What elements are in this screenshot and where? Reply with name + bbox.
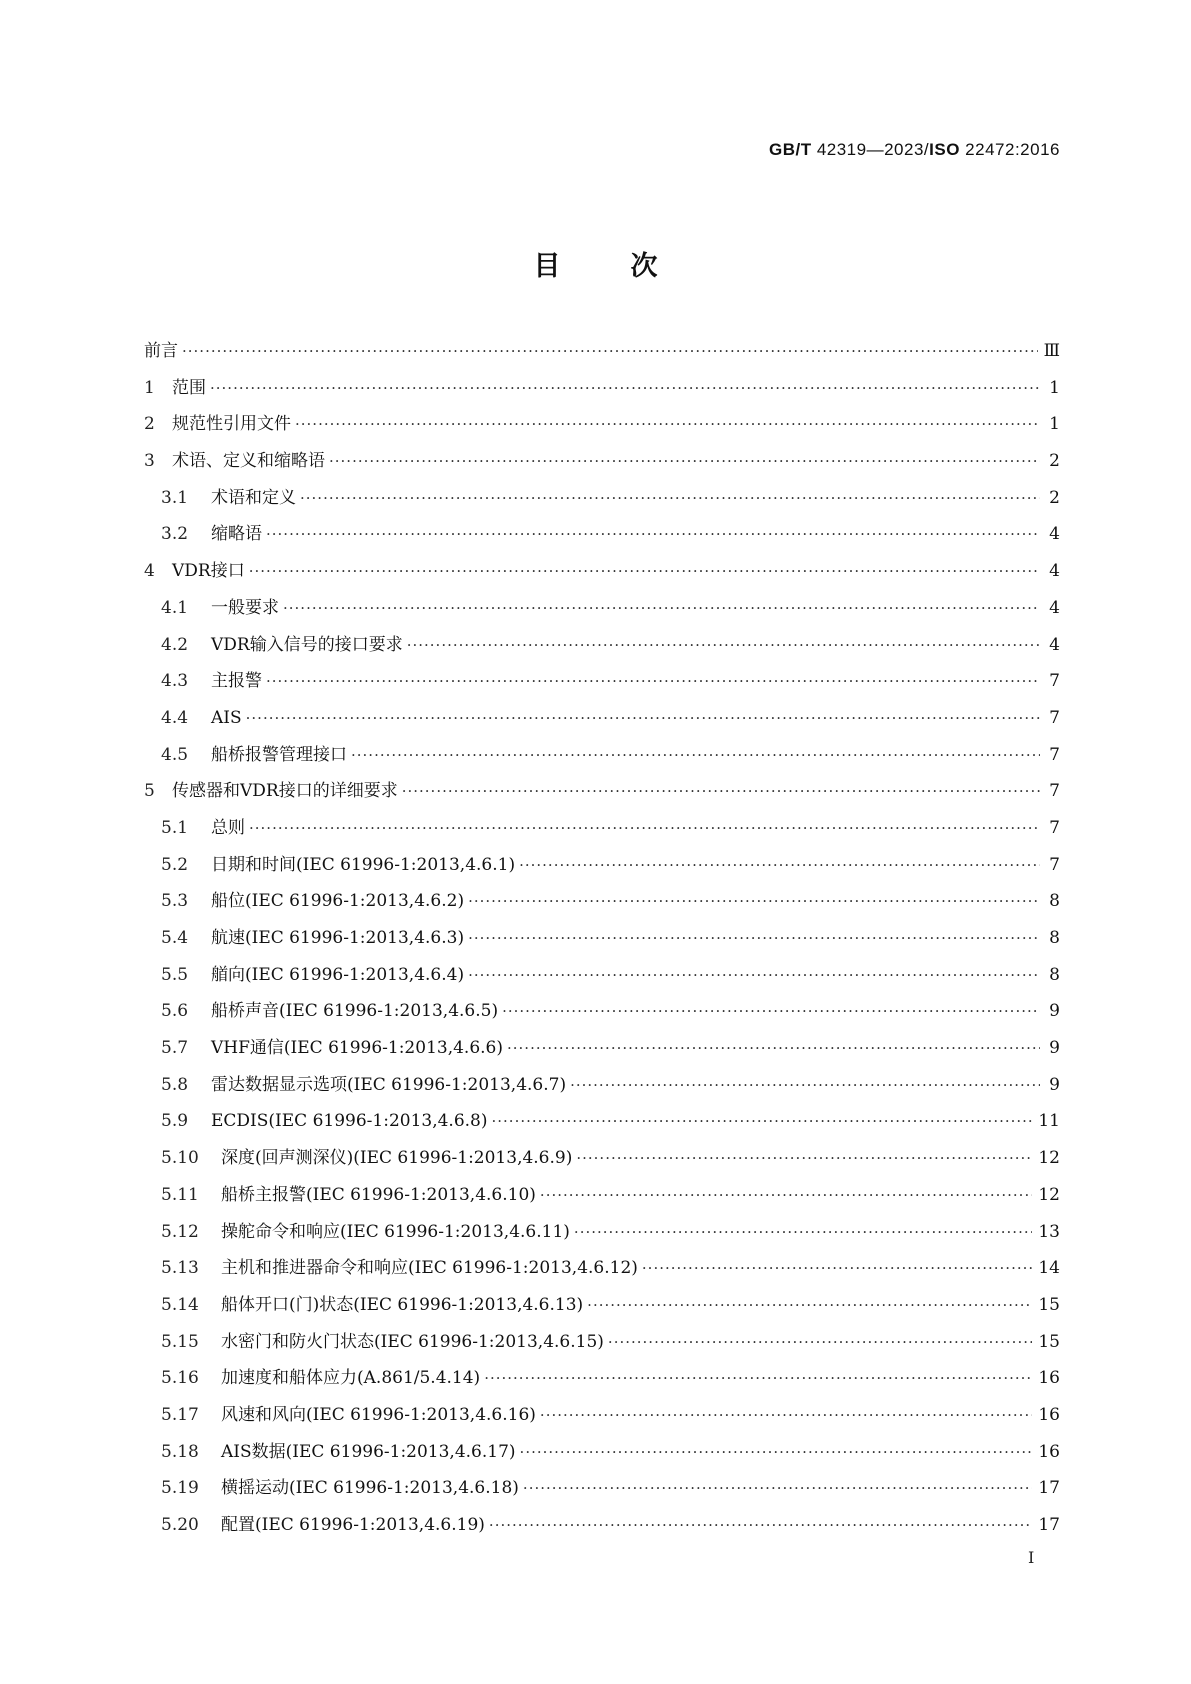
toc-entry[interactable] <box>144 1256 1060 1293</box>
toc-entry-number: 5 <box>144 781 155 802</box>
toc-entry-title: 航速(IEC 61996-1:2013,4.6.3) <box>211 928 465 948</box>
toc-dot-leader <box>519 853 1040 877</box>
toc-entry-number: 5.1 <box>161 817 189 838</box>
toc-entry-page: 4 <box>1049 597 1060 618</box>
toc-entry-page: 4 <box>1049 524 1060 545</box>
toc-dot-leader <box>576 1146 1032 1170</box>
toc-entry-page: 8 <box>1049 964 1060 985</box>
toc-entry-number: 3.1 <box>161 487 189 508</box>
toc-entry[interactable] <box>144 1403 1060 1440</box>
toc-entry-title: 规范性引用文件 <box>172 414 291 435</box>
toc-entry-title: 深度(回声测深仪)(IEC 61996-1:2013,4.6.9) <box>221 1148 573 1169</box>
toc-entry-title: 船桥主报警(IEC 61996-1:2013,4.6.10) <box>221 1184 536 1205</box>
toc-entry-title: AIS数据(IEC 61996-1:2013,4.6.17) <box>221 1441 516 1462</box>
toc-entry[interactable] <box>144 522 1060 559</box>
toc-entry-page: 8 <box>1049 928 1060 948</box>
toc-entry[interactable] <box>144 449 1060 486</box>
toc-entry-page: Ⅲ <box>1043 341 1060 361</box>
toc-entry-page: 17 <box>1038 1478 1060 1499</box>
toc-entry-title: 日期和时间(IEC 61996-1:2013,4.6.1) <box>211 854 516 875</box>
page-title: 目次 <box>533 251 728 282</box>
toc-entry[interactable] <box>144 1366 1060 1403</box>
toc-entry-number: 4.2 <box>161 634 189 655</box>
toc-entry-number: 4.4 <box>161 707 189 728</box>
toc-dot-leader <box>249 559 1040 583</box>
toc-entry-title: 雷达数据显示选项(IEC 61996-1:2013,4.6.7) <box>211 1074 567 1095</box>
std-number: 42319—2023/ <box>816 140 930 159</box>
toc-dot-leader <box>266 669 1040 693</box>
toc-entry[interactable] <box>144 1146 1060 1183</box>
toc-entry-number: 5.20 <box>161 1515 199 1535</box>
toc-entry-page: 9 <box>1049 1001 1060 1022</box>
toc-entry-title: 艏向(IEC 61996-1:2013,4.6.4) <box>211 964 465 985</box>
toc-dot-leader <box>468 889 1040 913</box>
toc-entry-number: 5.14 <box>161 1294 199 1315</box>
toc-dot-leader <box>402 779 1040 803</box>
toc-entry[interactable] <box>144 1440 1060 1477</box>
toc-entry-page: 2 <box>1049 451 1060 472</box>
toc-entry-page: 12 <box>1038 1184 1060 1205</box>
toc-entry-page: 2 <box>1049 487 1060 508</box>
toc-dot-leader <box>574 1220 1032 1244</box>
toc-dot-leader <box>249 816 1040 840</box>
toc-entry-title: 横摇运动(IEC 61996-1:2013,4.6.18) <box>221 1478 519 1499</box>
toc-entry[interactable] <box>144 1183 1060 1220</box>
iso-number: 22472:2016 <box>965 140 1060 159</box>
toc-entry-page: 14 <box>1038 1258 1060 1279</box>
toc-entry-title: ECDIS(IEC 61996-1:2013,4.6.8) <box>211 1111 488 1132</box>
toc-entry-page: 15 <box>1038 1331 1060 1352</box>
toc-entry-title: 一般要求 <box>211 597 279 618</box>
toc-entry-page: 4 <box>1049 561 1060 582</box>
toc-entry[interactable] <box>144 1293 1060 1330</box>
toc-entry-title: VHF通信(IEC 61996-1:2013,4.6.6) <box>211 1038 503 1059</box>
toc-entry-page: 12 <box>1038 1148 1060 1169</box>
toc-dot-leader <box>210 376 1040 400</box>
toc-entry-title: 缩略语 <box>211 524 262 545</box>
toc-entry[interactable] <box>144 889 1060 926</box>
toc-entry-number: 5.9 <box>161 1111 189 1132</box>
standard-number <box>769 140 1060 160</box>
toc-entry-number: 5.19 <box>161 1478 199 1499</box>
toc-entry-number: 5.12 <box>161 1221 199 1242</box>
toc-entry[interactable] <box>144 376 1060 413</box>
toc-entry-number: 4.3 <box>161 671 189 692</box>
toc-entry-title: 船桥报警管理接口 <box>211 744 347 765</box>
toc-dot-leader <box>300 486 1040 510</box>
toc-entry-number: 5.4 <box>161 928 189 948</box>
toc-entry[interactable] <box>144 1109 1060 1146</box>
toc-entry-number: 4.1 <box>161 597 189 618</box>
toc-entry-title: 水密门和防火门状态(IEC 61996-1:2013,4.6.15) <box>221 1331 604 1352</box>
toc-entry-page: 7 <box>1049 854 1060 875</box>
toc-entry[interactable] <box>144 1073 1060 1110</box>
toc-entry[interactable] <box>144 1036 1060 1073</box>
toc-dot-leader <box>266 522 1040 546</box>
toc-dot-leader <box>570 1073 1040 1097</box>
std-prefix: GB/T <box>768 140 812 159</box>
toc-entry[interactable] <box>144 633 1060 670</box>
toc-entry-page: 8 <box>1049 891 1060 912</box>
toc-entry-page: 15 <box>1038 1294 1060 1315</box>
toc-entry[interactable] <box>144 412 1060 449</box>
toc-dot-leader <box>507 1036 1040 1060</box>
toc-entry-number: 5.2 <box>161 854 189 875</box>
toc-entry-page: 9 <box>1049 1074 1060 1095</box>
toc-entry-title: 范围 <box>172 377 206 398</box>
iso-prefix: ISO <box>929 140 960 159</box>
toc-entry-number: 4.5 <box>161 744 189 765</box>
toc-entry-page: 9 <box>1049 1038 1060 1059</box>
toc-entry-number: 4 <box>144 561 155 582</box>
toc-entry-page: 4 <box>1049 634 1060 655</box>
toc-dot-leader <box>407 633 1040 657</box>
toc-entry-page: 16 <box>1038 1368 1060 1389</box>
toc-dot-leader <box>642 1256 1032 1280</box>
toc-dot-leader <box>283 596 1040 620</box>
toc-entry-title: VDR输入信号的接口要求 <box>211 634 403 655</box>
toc-entry-number: 5.6 <box>161 1001 189 1022</box>
toc-entry-number: 5.18 <box>161 1441 199 1462</box>
toc-entry[interactable] <box>144 999 1060 1036</box>
toc-entry-title: 主报警 <box>211 671 262 692</box>
toc-entry-page: 7 <box>1049 671 1060 692</box>
toc-entry[interactable] <box>144 706 1060 743</box>
toc-entry[interactable] <box>144 779 1060 816</box>
toc-entry-title: 前言 <box>144 341 178 361</box>
toc-entry[interactable] <box>144 853 1060 890</box>
toc-entry-page: 7 <box>1049 817 1060 838</box>
toc-entry-number: 3.2 <box>161 524 189 545</box>
toc-entry-number: 5.10 <box>161 1148 199 1169</box>
toc-entry-page: 7 <box>1049 707 1060 728</box>
toc-entry-number: 5.15 <box>161 1331 199 1352</box>
toc-entry-page: 17 <box>1038 1515 1060 1535</box>
toc-dot-leader <box>608 1330 1032 1354</box>
toc-entry[interactable] <box>144 1476 1060 1513</box>
toc-entry[interactable] <box>144 1513 1060 1550</box>
toc-dot-leader <box>540 1183 1032 1207</box>
toc-entry-title: 传感器和VDR接口的详细要求 <box>172 781 398 802</box>
toc-dot-leader <box>295 412 1040 436</box>
toc-entry-title: 船体开口(门)状态(IEC 61996-1:2013,4.6.13) <box>221 1294 584 1315</box>
toc-entry[interactable] <box>144 486 1060 523</box>
toc-entry-page: 13 <box>1038 1221 1060 1242</box>
toc-entry-title: 主机和推进器命令和响应(IEC 61996-1:2013,4.6.12) <box>221 1258 638 1279</box>
toc-dot-leader <box>523 1476 1032 1500</box>
toc-entry-number: 5.13 <box>161 1258 199 1279</box>
toc-entry[interactable] <box>144 816 1060 853</box>
toc-entry-page: 11 <box>1038 1111 1060 1132</box>
toc-dot-leader <box>484 1366 1032 1390</box>
toc-entry-page: 1 <box>1049 414 1060 435</box>
toc-entry-page: 16 <box>1038 1404 1060 1425</box>
toc-entry-title: 风速和风向(IEC 61996-1:2013,4.6.16) <box>221 1404 536 1425</box>
toc-entry-number: 5.5 <box>161 964 189 985</box>
toc-dot-leader <box>329 449 1040 473</box>
toc-entry[interactable] <box>144 339 1060 376</box>
toc-entry-title: 操舵命令和响应(IEC 61996-1:2013,4.6.11) <box>221 1221 570 1242</box>
toc-entry[interactable] <box>144 669 1060 706</box>
toc-dot-leader <box>520 1440 1033 1464</box>
toc-dot-leader <box>182 339 1038 363</box>
toc-entry[interactable] <box>144 963 1060 1000</box>
toc-dot-leader <box>246 706 1040 730</box>
toc-dot-leader <box>489 1513 1032 1537</box>
toc-entry-title: 术语和定义 <box>211 487 296 508</box>
toc-entry-title: 配置(IEC 61996-1:2013,4.6.19) <box>221 1515 485 1535</box>
toc-entry-number: 5.11 <box>161 1184 199 1205</box>
toc-entry[interactable] <box>144 1330 1060 1367</box>
toc-entry-page: 7 <box>1049 744 1060 765</box>
toc-entry-page: 16 <box>1038 1441 1060 1462</box>
page-folio: I <box>1028 1548 1035 1567</box>
toc-entry-number: 5.3 <box>161 891 189 912</box>
toc-entry-title: AIS <box>211 707 242 728</box>
toc-entry-page: 1 <box>1049 377 1060 398</box>
toc-dot-leader <box>468 926 1040 950</box>
toc-dot-leader <box>468 963 1040 987</box>
toc-dot-leader <box>492 1109 1033 1133</box>
toc-entry-title: 加速度和船体应力(A.861/5.4.14) <box>221 1368 481 1389</box>
toc-entry-number: 5.17 <box>161 1404 199 1425</box>
toc-entry-title: 船位(IEC 61996-1:2013,4.6.2) <box>211 891 465 912</box>
toc-entry[interactable] <box>144 1220 1060 1257</box>
toc-entry-number: 5.16 <box>161 1368 199 1389</box>
toc-entry-number: 2 <box>144 414 155 435</box>
toc-entry-title: VDR接口 <box>172 561 245 582</box>
toc-entry-number: 5.7 <box>161 1038 189 1059</box>
toc-dot-leader <box>351 743 1040 767</box>
toc-entry-title: 船桥声音(IEC 61996-1:2013,4.6.5) <box>211 1001 499 1022</box>
toc-entry[interactable] <box>144 926 1060 963</box>
toc-dot-leader <box>540 1403 1032 1427</box>
toc-entry-number: 5.8 <box>161 1074 189 1095</box>
toc-entry-number: 1 <box>144 377 155 398</box>
toc-entry[interactable] <box>144 596 1060 633</box>
toc-entry-number: 3 <box>144 451 155 472</box>
toc-dot-leader <box>502 999 1040 1023</box>
toc-dot-leader <box>587 1293 1032 1317</box>
toc-entry-title: 术语、定义和缩略语 <box>172 451 325 472</box>
toc-entry[interactable] <box>144 559 1060 596</box>
table-of-contents <box>144 339 1060 1550</box>
toc-entry-title: 总则 <box>211 817 245 838</box>
toc-entry-page: 7 <box>1049 781 1060 802</box>
toc-entry[interactable] <box>144 743 1060 780</box>
